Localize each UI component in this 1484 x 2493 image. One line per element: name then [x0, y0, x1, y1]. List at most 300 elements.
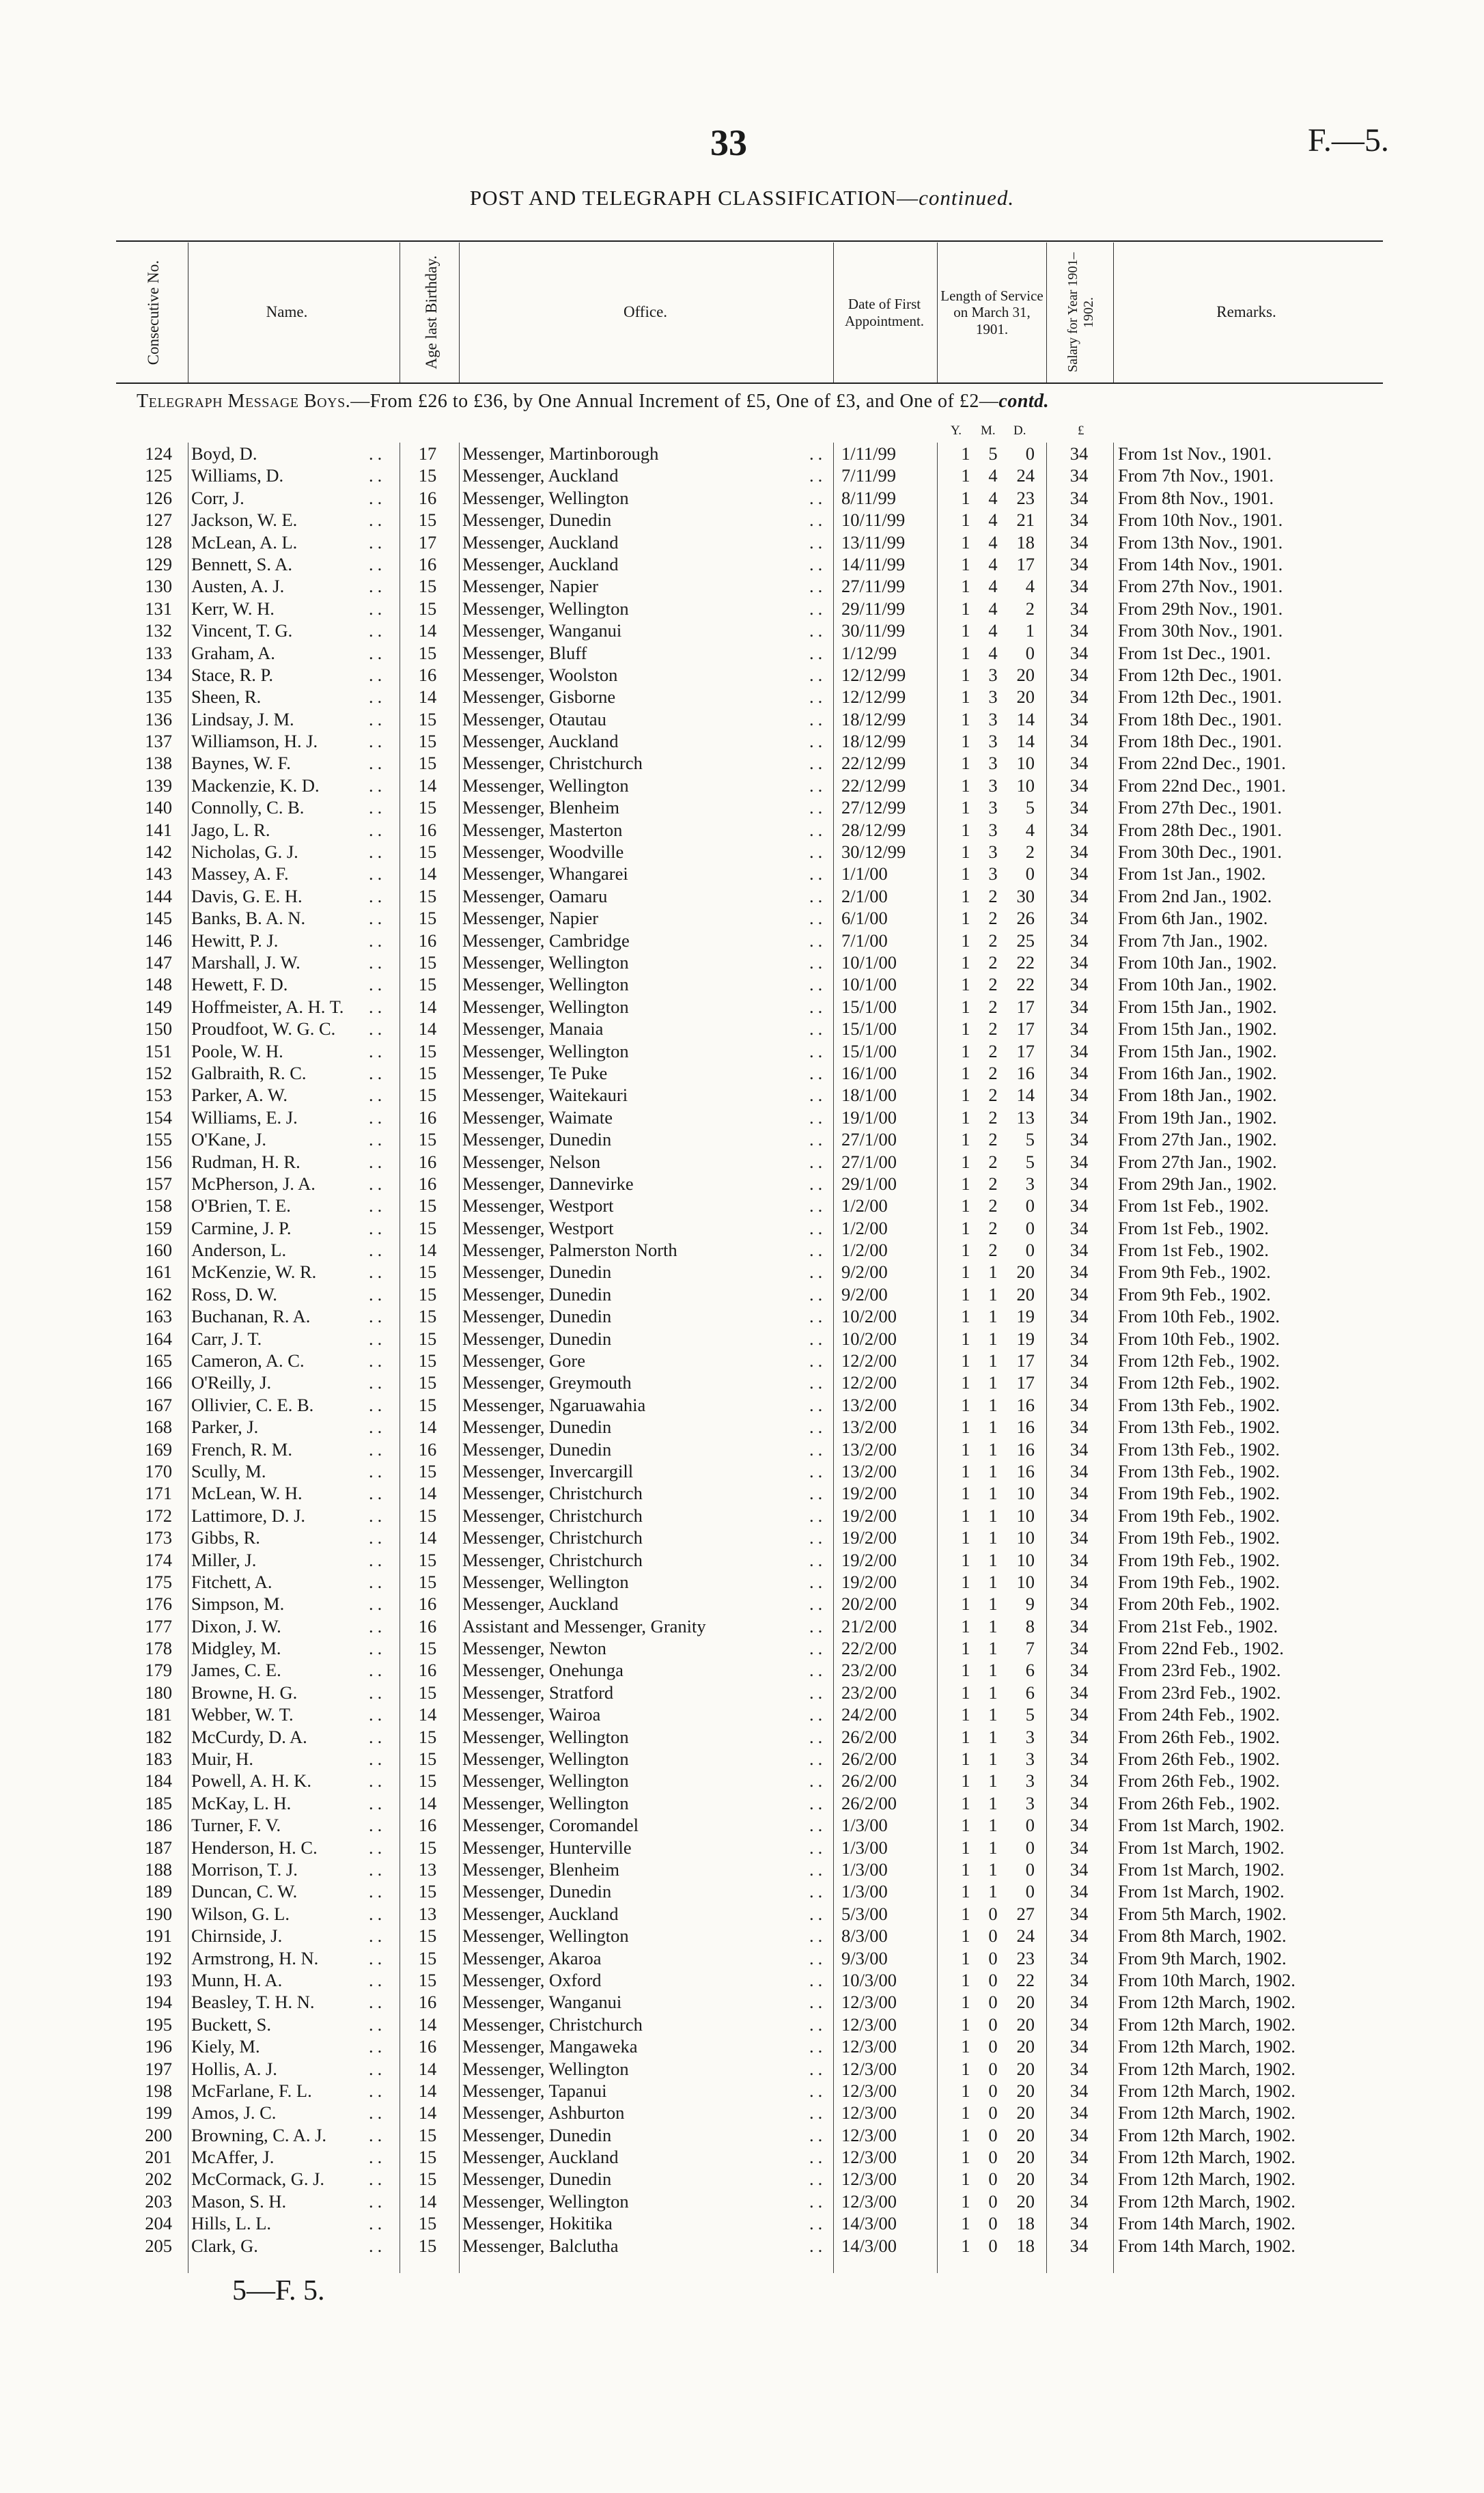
- row-remarks: From 19th Jan., 1902.: [1118, 1106, 1277, 1128]
- row-salary: 34: [1069, 1903, 1089, 1924]
- table-row: [123, 1947, 1393, 1969]
- leader-dots: ..: [369, 1837, 387, 1858]
- row-name: Nicholas, G. J.: [191, 841, 298, 863]
- row-age: 15: [418, 1549, 437, 1570]
- row-salary: 34: [1069, 1106, 1089, 1128]
- row-age: 15: [418, 2235, 437, 2256]
- leader-dots: ..: [369, 2213, 387, 2234]
- row-office: Messenger, Wellington: [462, 2058, 629, 2079]
- row-service-months: 1: [988, 1549, 998, 1570]
- row-salary: 34: [1069, 2190, 1089, 2212]
- leader-dots: ..: [369, 908, 387, 929]
- leader-dots: ..: [809, 1749, 827, 1770]
- row-office: Messenger, Auckland: [462, 553, 619, 574]
- row-name: Bennett, S. A.: [191, 553, 292, 574]
- row-age: 15: [418, 908, 437, 929]
- row-age: 15: [418, 2147, 437, 2168]
- row-service-months: 4: [988, 531, 998, 553]
- row-office: Messenger, Christchurch: [462, 1505, 643, 1526]
- row-service-days: 3: [1025, 1749, 1035, 1770]
- row-service-months: 4: [988, 553, 998, 574]
- row-service-days: 3: [1025, 1173, 1035, 1194]
- row-office: Messenger, Whangarei: [462, 863, 628, 885]
- row-office: Messenger, Dunedin: [462, 510, 612, 531]
- row-age: 16: [418, 2036, 437, 2057]
- row-office: Messenger, Napier: [462, 908, 599, 929]
- row-number: 171: [145, 1483, 172, 1504]
- row-name: McKenzie, W. R.: [191, 1262, 317, 1283]
- row-age: 15: [418, 708, 437, 729]
- row-number: 127: [145, 510, 172, 531]
- row-salary: 34: [1069, 1129, 1089, 1150]
- row-age: 15: [418, 1837, 437, 1858]
- row-number: 199: [145, 2102, 172, 2123]
- row-service-days: 17: [1016, 1350, 1035, 1371]
- row-remarks: From 12th March, 1902.: [1118, 2169, 1296, 2190]
- row-remarks: From 12th March, 1902.: [1118, 2014, 1296, 2035]
- row-age: 16: [418, 487, 437, 508]
- row-service-days: 6: [1025, 1682, 1035, 1703]
- row-name: Massey, A. F.: [191, 863, 289, 885]
- header-divider: [459, 242, 460, 382]
- leader-dots: ..: [369, 1151, 387, 1172]
- row-salary: 34: [1069, 1173, 1089, 1194]
- row-office: Messenger, Ngaruawahia: [462, 1394, 646, 1415]
- row-remarks: From 9th Feb., 1902.: [1118, 1283, 1271, 1305]
- row-salary: 34: [1069, 510, 1089, 531]
- row-number: 132: [145, 620, 172, 641]
- row-salary: 34: [1069, 1925, 1089, 1947]
- row-remarks: From 15th Jan., 1902.: [1118, 1018, 1277, 1040]
- row-number: 126: [145, 487, 172, 508]
- row-number: 187: [145, 1837, 172, 1858]
- leader-dots: ..: [369, 863, 387, 885]
- table-row: [123, 796, 1393, 818]
- header-length: [939, 242, 1045, 382]
- row-remarks: From 13th Feb., 1902.: [1118, 1460, 1280, 1481]
- row-service-years: 1: [961, 1372, 970, 1393]
- row-service-years: 1: [961, 1638, 970, 1659]
- leader-dots: ..: [809, 1240, 827, 1261]
- row-appointment-date: 12/2/00: [841, 1350, 897, 1371]
- row-service-months: 0: [988, 2147, 998, 2168]
- row-name: Mackenzie, K. D.: [191, 775, 320, 796]
- row-service-months: 0: [988, 2036, 998, 2057]
- table-row: [123, 1615, 1393, 1637]
- row-service-months: 3: [988, 686, 998, 708]
- leader-dots: ..: [369, 885, 387, 906]
- row-service-months: 2: [988, 1217, 998, 1238]
- row-service-months: 0: [988, 1947, 998, 1968]
- row-office: Messenger, Te Puke: [462, 1062, 608, 1083]
- row-salary: 34: [1069, 908, 1089, 929]
- row-office: Messenger, Westport: [462, 1195, 614, 1216]
- leader-dots: ..: [369, 1925, 387, 1947]
- leader-dots: ..: [809, 2124, 827, 2145]
- leader-dots: ..: [369, 1593, 387, 1615]
- row-name: Hills, L. L.: [191, 2213, 272, 2234]
- row-service-years: 1: [961, 1571, 970, 1592]
- row-number: 150: [145, 1018, 172, 1040]
- row-name: Cameron, A. C.: [191, 1350, 305, 1371]
- row-service-months: 1: [988, 1306, 998, 1327]
- row-service-days: 20: [1016, 1283, 1035, 1305]
- table-row: [123, 1084, 1393, 1106]
- row-number: 205: [145, 2235, 172, 2256]
- row-number: 202: [145, 2169, 172, 2190]
- row-service-months: 2: [988, 1129, 998, 1150]
- row-number: 183: [145, 1749, 172, 1770]
- row-service-months: 3: [988, 841, 998, 863]
- row-appointment-date: 22/12/99: [841, 753, 906, 774]
- row-service-years: 1: [961, 1859, 970, 1880]
- row-name: Vincent, T. G.: [191, 620, 293, 641]
- row-salary: 34: [1069, 1947, 1089, 1968]
- leader-dots: ..: [369, 642, 387, 663]
- row-age: 15: [418, 1505, 437, 1526]
- row-service-months: 2: [988, 951, 998, 973]
- row-service-days: 24: [1016, 1925, 1035, 1947]
- row-remarks: From 22nd Feb., 1902.: [1118, 1638, 1284, 1659]
- row-number: 193: [145, 1969, 172, 1990]
- row-age: 15: [418, 598, 437, 619]
- row-name: Carmine, J. P.: [191, 1217, 292, 1238]
- table-row: [123, 509, 1393, 531]
- leader-dots: ..: [809, 1129, 827, 1150]
- row-number: 139: [145, 775, 172, 796]
- row-salary: 34: [1069, 974, 1089, 995]
- leader-dots: ..: [809, 1549, 827, 1570]
- row-age: 15: [418, 1062, 437, 1083]
- row-number: 197: [145, 2058, 172, 2079]
- row-appointment-date: 19/2/00: [841, 1483, 897, 1504]
- row-appointment-date: 1/2/00: [841, 1217, 888, 1238]
- row-salary: 34: [1069, 863, 1089, 885]
- row-remarks: From 6th Jan., 1902.: [1118, 908, 1268, 929]
- row-appointment-date: 14/3/00: [841, 2213, 897, 2234]
- row-service-days: 0: [1025, 642, 1035, 663]
- row-number: 195: [145, 2014, 172, 2035]
- row-remarks: From 29th Nov., 1901.: [1118, 598, 1283, 619]
- row-number: 168: [145, 1417, 172, 1438]
- footer-signature-ref: 5—F. 5.: [232, 2275, 325, 2307]
- row-office: Messenger, Napier: [462, 576, 599, 597]
- row-appointment-date: 8/3/00: [841, 1925, 888, 1947]
- leader-dots: ..: [809, 1262, 827, 1283]
- row-appointment-date: 27/1/00: [841, 1129, 897, 1150]
- row-age: 17: [418, 531, 437, 553]
- row-salary: 34: [1069, 930, 1089, 951]
- row-service-months: 4: [988, 465, 998, 486]
- row-service-years: 1: [961, 2235, 970, 2256]
- row-service-days: 14: [1016, 1085, 1035, 1106]
- row-salary: 34: [1069, 1770, 1089, 1792]
- row-number: 162: [145, 1283, 172, 1305]
- row-salary: 34: [1069, 620, 1089, 641]
- row-service-months: 2: [988, 1040, 998, 1061]
- row-service-days: 3: [1025, 1770, 1035, 1792]
- row-name: Lattimore, D. J.: [191, 1505, 306, 1526]
- row-salary: 34: [1069, 1306, 1089, 1327]
- row-service-days: 7: [1025, 1638, 1035, 1659]
- row-service-months: 1: [988, 1460, 998, 1481]
- row-name: Galbraith, R. C.: [191, 1062, 307, 1083]
- row-name: Muir, H.: [191, 1749, 253, 1770]
- row-number: 149: [145, 996, 172, 1017]
- table-row: [123, 2235, 1393, 2257]
- row-name: O'Kane, J.: [191, 1129, 267, 1150]
- row-service-months: 3: [988, 664, 998, 685]
- row-remarks: From 21st Feb., 1902.: [1118, 1615, 1278, 1637]
- row-office: Messenger, Dunedin: [462, 1328, 612, 1349]
- row-number: 175: [145, 1571, 172, 1592]
- row-age: 15: [418, 1638, 437, 1659]
- row-age: 15: [418, 1969, 437, 1990]
- leader-dots: ..: [369, 1328, 387, 1349]
- leader-dots: ..: [809, 1417, 827, 1438]
- row-salary: 34: [1069, 1085, 1089, 1106]
- leader-dots: ..: [369, 664, 387, 685]
- row-appointment-date: 12/3/00: [841, 2124, 897, 2145]
- row-appointment-date: 26/2/00: [841, 1726, 897, 1747]
- row-service-years: 1: [961, 2036, 970, 2057]
- leader-dots: ..: [369, 1527, 387, 1548]
- row-number: 128: [145, 531, 172, 553]
- row-remarks: From 1st Nov., 1901.: [1118, 443, 1272, 464]
- table-row: [123, 2080, 1393, 2102]
- row-service-days: 22: [1016, 951, 1035, 973]
- row-service-years: 1: [961, 885, 970, 906]
- leader-dots: ..: [809, 974, 827, 995]
- row-number: 159: [145, 1217, 172, 1238]
- table-row: [123, 1106, 1393, 1128]
- row-salary: 34: [1069, 2036, 1089, 2057]
- row-appointment-date: 13/2/00: [841, 1438, 897, 1460]
- row-office: Messenger, Invercargill: [462, 1460, 634, 1481]
- row-number: 143: [145, 863, 172, 885]
- row-service-months: 1: [988, 1283, 998, 1305]
- row-office: Messenger, Gore: [462, 1350, 585, 1371]
- table-row: [123, 775, 1393, 796]
- leader-dots: ..: [369, 576, 387, 597]
- row-name: Williams, E. J.: [191, 1106, 298, 1128]
- row-age: 14: [418, 2102, 437, 2123]
- leader-dots: ..: [369, 1881, 387, 1902]
- table-row: [123, 885, 1393, 907]
- row-appointment-date: 12/3/00: [841, 2102, 897, 2123]
- row-service-years: 1: [961, 576, 970, 597]
- row-number: 137: [145, 731, 172, 752]
- row-age: 15: [418, 1726, 437, 1747]
- row-salary: 34: [1069, 1040, 1089, 1061]
- row-service-months: 3: [988, 863, 998, 885]
- header-bottom-rule: [116, 382, 1383, 384]
- row-salary: 34: [1069, 885, 1089, 906]
- row-name: Williamson, H. J.: [191, 731, 318, 752]
- table-row: [123, 642, 1393, 664]
- row-salary: 34: [1069, 553, 1089, 574]
- row-appointment-date: 30/11/99: [841, 620, 906, 641]
- leader-dots: ..: [809, 2213, 827, 2234]
- row-office: Messenger, Auckland: [462, 731, 619, 752]
- row-appointment-date: 10/2/00: [841, 1306, 897, 1327]
- row-service-days: 5: [1025, 1151, 1035, 1172]
- leader-dots: ..: [369, 1062, 387, 1083]
- leader-dots: ..: [809, 1372, 827, 1393]
- row-age: 15: [418, 576, 437, 597]
- row-appointment-date: 1/3/00: [841, 1815, 888, 1836]
- row-service-days: 20: [1016, 2190, 1035, 2212]
- row-office: Messenger, Wellington: [462, 996, 629, 1017]
- row-service-months: 1: [988, 1726, 998, 1747]
- row-age: 16: [418, 1173, 437, 1194]
- table-row: [123, 1261, 1393, 1283]
- row-service-days: 27: [1016, 1903, 1035, 1924]
- row-salary: 34: [1069, 2124, 1089, 2145]
- leader-dots: ..: [809, 885, 827, 906]
- leader-dots: ..: [369, 1394, 387, 1415]
- row-name: James, C. E.: [191, 1660, 281, 1681]
- row-office: Messenger, Dunedin: [462, 2124, 612, 2145]
- leader-dots: ..: [369, 1350, 387, 1371]
- table-row: [123, 1460, 1393, 1482]
- row-service-years: 1: [961, 531, 970, 553]
- row-appointment-date: 9/3/00: [841, 1947, 888, 1968]
- row-number: 153: [145, 1085, 172, 1106]
- row-service-months: 2: [988, 1151, 998, 1172]
- table-row: [123, 1969, 1393, 1991]
- row-appointment-date: 22/12/99: [841, 775, 906, 796]
- row-name: Beasley, T. H. N.: [191, 1992, 315, 2013]
- row-appointment-date: 1/1/00: [841, 863, 888, 885]
- leader-dots: ..: [369, 510, 387, 531]
- row-office: Messenger, Dunedin: [462, 1306, 612, 1327]
- row-remarks: From 1st March, 1902.: [1118, 1837, 1285, 1858]
- row-number: 158: [145, 1195, 172, 1216]
- leader-dots: ..: [809, 2102, 827, 2123]
- row-service-days: 18: [1016, 2235, 1035, 2256]
- row-name: Duncan, C. W.: [191, 1881, 298, 1902]
- row-remarks: From 19th Feb., 1902.: [1118, 1483, 1280, 1504]
- row-service-days: 22: [1016, 974, 1035, 995]
- leader-dots: ..: [369, 1262, 387, 1283]
- row-age: 14: [418, 775, 437, 796]
- row-age: 15: [418, 1682, 437, 1703]
- row-name: O'Reilly, J.: [191, 1372, 272, 1393]
- row-name: Simpson, M.: [191, 1593, 285, 1615]
- row-number: 155: [145, 1129, 172, 1150]
- row-number: 201: [145, 2147, 172, 2168]
- row-service-months: 0: [988, 2080, 998, 2101]
- row-service-days: 10: [1016, 1549, 1035, 1570]
- row-office: Messenger, Wellington: [462, 1770, 629, 1792]
- row-remarks: From 23rd Feb., 1902.: [1118, 1682, 1281, 1703]
- row-name: Baynes, W. F.: [191, 753, 291, 774]
- row-salary: 34: [1069, 775, 1089, 796]
- header-age: [403, 242, 461, 382]
- leader-dots: ..: [369, 1792, 387, 1813]
- row-service-months: 1: [988, 1704, 998, 1725]
- row-office: Messenger, Manaia: [462, 1018, 604, 1040]
- row-office: Messenger, Westport: [462, 1217, 614, 1238]
- table-row: [123, 1128, 1393, 1150]
- table-row: [123, 1394, 1393, 1416]
- row-age: 14: [418, 1417, 437, 1438]
- row-name: Lindsay, J. M.: [191, 708, 294, 729]
- row-number: 163: [145, 1306, 172, 1327]
- leader-dots: ..: [809, 664, 827, 685]
- row-salary: 34: [1069, 1638, 1089, 1659]
- row-age: 15: [418, 1372, 437, 1393]
- row-salary: 34: [1069, 819, 1089, 840]
- row-number: 151: [145, 1040, 172, 1061]
- leader-dots: ..: [369, 1505, 387, 1526]
- row-service-years: 1: [961, 2124, 970, 2145]
- row-age: 15: [418, 797, 437, 818]
- row-number: 157: [145, 1173, 172, 1194]
- row-number: 181: [145, 1704, 172, 1725]
- table-row: [123, 1925, 1393, 1947]
- row-remarks: From 26th Feb., 1902.: [1118, 1726, 1280, 1747]
- row-age: 14: [418, 620, 437, 641]
- row-service-years: 1: [961, 1749, 970, 1770]
- leader-dots: ..: [809, 731, 827, 752]
- leader-dots: ..: [809, 1615, 827, 1637]
- leader-dots: ..: [809, 1283, 827, 1305]
- table-row: [123, 973, 1393, 995]
- row-remarks: From 24th Feb., 1902.: [1118, 1704, 1280, 1725]
- row-service-years: 1: [961, 1151, 970, 1172]
- row-service-years: 1: [961, 996, 970, 1017]
- row-office: Messenger, Auckland: [462, 2147, 619, 2168]
- row-service-days: 20: [1016, 2124, 1035, 2145]
- row-salary: 34: [1069, 1394, 1089, 1415]
- row-office: Messenger, Cambridge: [462, 930, 630, 951]
- row-office: Messenger, Akaroa: [462, 1947, 602, 1968]
- leader-dots: ..: [809, 1460, 827, 1481]
- row-service-years: 1: [961, 797, 970, 818]
- row-appointment-date: 6/1/00: [841, 908, 888, 929]
- row-number: 166: [145, 1372, 172, 1393]
- row-appointment-date: 13/2/00: [841, 1417, 897, 1438]
- row-service-days: 21: [1016, 510, 1035, 531]
- row-appointment-date: 26/2/00: [841, 1749, 897, 1770]
- leader-dots: ..: [369, 1638, 387, 1659]
- row-name: Buchanan, R. A.: [191, 1306, 311, 1327]
- table-row: [123, 487, 1393, 509]
- row-appointment-date: 12/3/00: [841, 2014, 897, 2035]
- row-service-years: 1: [961, 1262, 970, 1283]
- row-number: 174: [145, 1549, 172, 1570]
- table-row: [123, 1637, 1393, 1659]
- unit-months: M.: [981, 423, 996, 438]
- leader-dots: ..: [809, 819, 827, 840]
- leader-dots: ..: [809, 1682, 827, 1703]
- row-salary: 34: [1069, 2058, 1089, 2079]
- row-appointment-date: 15/1/00: [841, 1040, 897, 1061]
- leader-dots: ..: [809, 930, 827, 951]
- leader-dots: ..: [369, 531, 387, 553]
- leader-dots: ..: [809, 2058, 827, 2079]
- row-service-months: 3: [988, 819, 998, 840]
- row-number: 140: [145, 797, 172, 818]
- row-age: 14: [418, 2190, 437, 2212]
- leader-dots: ..: [369, 1770, 387, 1792]
- row-salary: 34: [1069, 951, 1089, 973]
- leader-dots: ..: [369, 1283, 387, 1305]
- leader-dots: ..: [809, 708, 827, 729]
- row-appointment-date: 10/2/00: [841, 1328, 897, 1349]
